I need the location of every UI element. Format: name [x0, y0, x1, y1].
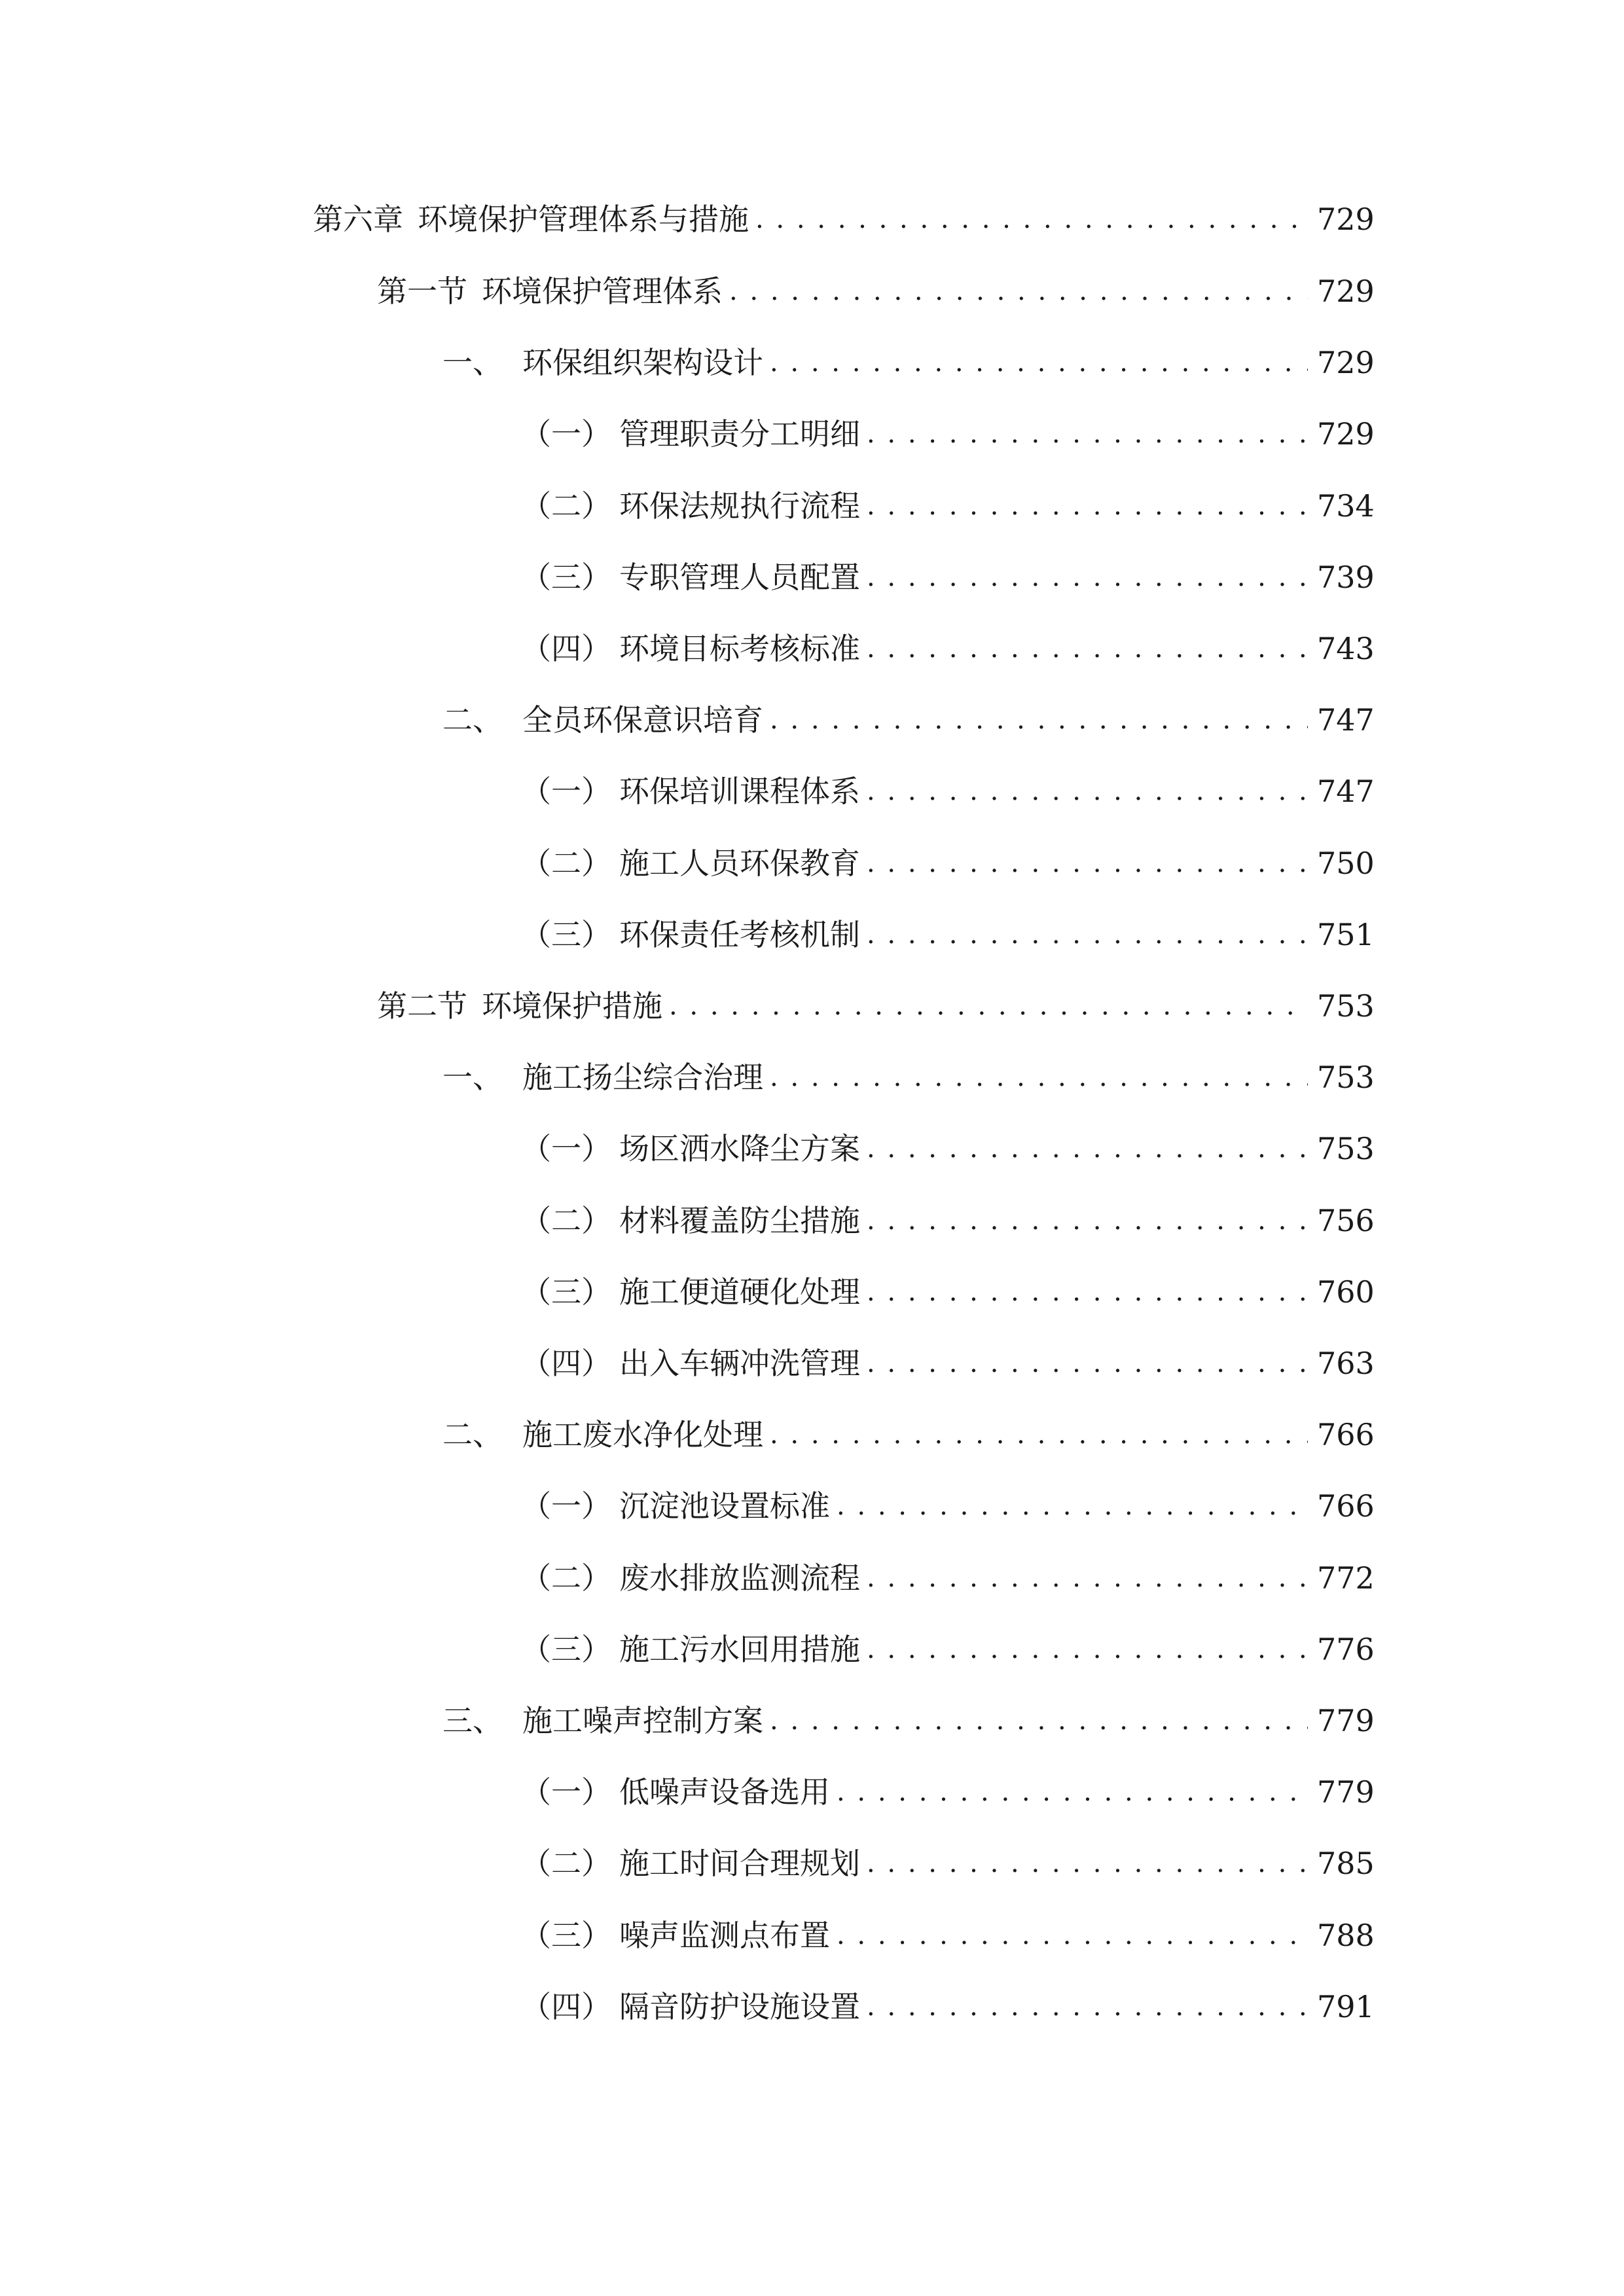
- toc-entry-title: 施工污水回用措施: [619, 1632, 860, 1667]
- toc-entry-number: 一、: [442, 1060, 503, 1095]
- toc-entry-title: 环境保护管理体系与措施: [418, 202, 749, 237]
- toc-entry-title: 施工噪声控制方案: [522, 1703, 763, 1738]
- toc-entry-item[interactable]: [521, 834, 1375, 893]
- toc-entry-number: （四）: [521, 631, 611, 666]
- toc-entry-title: 废水排放监测流程: [619, 1560, 860, 1596]
- toc-dot-leader: [770, 333, 1308, 392]
- toc-entry-number: （一）: [521, 1488, 611, 1524]
- toc-dot-leader: [669, 977, 1308, 1035]
- toc-entry-number: （一）: [521, 774, 611, 809]
- toc-dot-leader: [729, 262, 1308, 321]
- toc-entry-title: 施工人员环保教育: [619, 846, 860, 881]
- toc-entry-item[interactable]: [521, 619, 1375, 678]
- toc-entry-section[interactable]: [377, 977, 1375, 1035]
- toc-dot-leader: [867, 1263, 1308, 1321]
- toc-entry-title: 环境保护管理体系: [482, 274, 723, 309]
- toc-entry-number: （四）: [521, 1346, 611, 1381]
- toc-entry-number: （一）: [521, 1774, 611, 1810]
- toc-entry-title: 施工时间合理规划: [619, 1846, 860, 1881]
- toc-entry-title: 环保培训课程体系: [619, 774, 860, 809]
- toc-entry-number: （三）: [521, 917, 611, 952]
- toc-entry-number: （二）: [521, 1203, 611, 1238]
- toc-entry-item[interactable]: [521, 1977, 1375, 2036]
- toc-entry-subsection[interactable]: [442, 333, 1375, 392]
- toc-entry-page: 729: [1317, 416, 1375, 452]
- toc-entry-number: （二）: [521, 1846, 611, 1881]
- toc-dot-leader: [867, 1977, 1308, 2036]
- toc-dot-leader: [867, 548, 1308, 607]
- toc-entry-subsection[interactable]: [442, 1691, 1375, 1750]
- toc-entry-item[interactable]: [521, 1119, 1375, 1178]
- toc-entry-page: 788: [1317, 1918, 1375, 1953]
- toc-entry-page: 743: [1317, 631, 1375, 666]
- toc-entry-number: （三）: [521, 1918, 611, 1953]
- toc-entry-item[interactable]: [521, 1263, 1375, 1321]
- toc-entry-number: 第一节: [377, 274, 467, 309]
- toc-entry-page: 753: [1317, 988, 1375, 1024]
- toc-entry-title: 材料覆盖防尘措施: [619, 1203, 860, 1238]
- toc-entry-title: 环保责任考核机制: [619, 917, 860, 952]
- toc-entry-section[interactable]: [377, 262, 1375, 321]
- toc-entry-page: 729: [1317, 202, 1375, 237]
- toc-entry-item[interactable]: [521, 1334, 1375, 1393]
- toc-entry-title: 环保法规执行流程: [619, 488, 860, 524]
- toc-entry-number: （三）: [521, 1274, 611, 1310]
- toc-entry-number: （四）: [521, 1989, 611, 2024]
- toc-entry-number: （一）: [521, 1131, 611, 1166]
- toc-entry-item[interactable]: [521, 1191, 1375, 1250]
- toc-entry-number: 一、: [442, 345, 503, 380]
- toc-entry-item[interactable]: [521, 548, 1375, 607]
- toc-entry-title: 环境保护措施: [482, 988, 662, 1024]
- toc-entry-number: 二、: [442, 1417, 503, 1452]
- toc-entry-page: 785: [1317, 1846, 1375, 1881]
- toc-entry-page: 776: [1317, 1632, 1375, 1667]
- toc-dot-leader: [867, 404, 1308, 463]
- toc-entry-number: （三）: [521, 1632, 611, 1667]
- toc-entry-title: 全员环保意识培育: [522, 702, 763, 738]
- toc-entry-title: 隔音防护设施设置: [619, 1989, 860, 2024]
- toc-entry-item[interactable]: [521, 762, 1375, 821]
- toc-entry-number: 二、: [442, 702, 503, 738]
- toc-entry-title: 专职管理人员配置: [619, 560, 860, 595]
- toc-dot-leader: [867, 1620, 1308, 1679]
- toc-entry-item[interactable]: [521, 476, 1375, 535]
- toc-entry-title: 沉淀池设置标准: [619, 1488, 830, 1524]
- toc-entry-title: 管理职责分工明细: [619, 416, 860, 452]
- toc-entry-page: 734: [1317, 488, 1375, 524]
- toc-entry-page: 747: [1317, 702, 1375, 738]
- toc-entry-chapter[interactable]: [313, 190, 1375, 249]
- toc-dot-leader: [770, 1691, 1308, 1750]
- toc-entry-title: 施工扬尘综合治理: [522, 1060, 763, 1095]
- toc-entry-item[interactable]: [521, 905, 1375, 964]
- toc-dot-leader: [867, 834, 1308, 893]
- toc-entry-title: 低噪声设备选用: [619, 1774, 830, 1810]
- toc-entry-title: 施工便道硬化处理: [619, 1274, 860, 1310]
- toc-dot-leader: [770, 1405, 1308, 1464]
- toc-entry-number: （二）: [521, 488, 611, 524]
- toc-dot-leader: [867, 1549, 1308, 1607]
- toc-entry-number: （一）: [521, 416, 611, 452]
- toc-entry-page: 756: [1317, 1203, 1375, 1238]
- toc-entry-page: 763: [1317, 1346, 1375, 1381]
- toc-dot-leader: [867, 1834, 1308, 1893]
- toc-entry-page: 766: [1317, 1417, 1375, 1452]
- toc-entry-subsection[interactable]: [442, 691, 1375, 749]
- toc-dot-leader: [770, 1048, 1308, 1107]
- toc-entry-subsection[interactable]: [442, 1405, 1375, 1464]
- toc-entry-page: 760: [1317, 1274, 1375, 1310]
- toc-entry-item[interactable]: [521, 1906, 1375, 1965]
- toc-entry-number: （三）: [521, 560, 611, 595]
- toc-entry-title: 出入车辆冲洗管理: [619, 1346, 860, 1381]
- toc-entry-title: 环保组织架构设计: [522, 345, 763, 380]
- toc-entry-title: 施工废水净化处理: [522, 1417, 763, 1452]
- toc-entry-page: 766: [1317, 1488, 1375, 1524]
- toc-entry-item[interactable]: [521, 1477, 1375, 1535]
- toc-entry-item[interactable]: [521, 1763, 1375, 1821]
- toc-entry-page: 791: [1317, 1989, 1375, 2024]
- toc-dot-leader: [867, 1119, 1308, 1178]
- toc-dot-leader: [770, 691, 1308, 749]
- toc-entry-page: 779: [1317, 1774, 1375, 1810]
- toc-entry-page: 753: [1317, 1060, 1375, 1095]
- toc-dot-leader: [837, 1477, 1308, 1535]
- toc-dot-leader: [867, 476, 1308, 535]
- toc-dot-leader: [867, 619, 1308, 678]
- toc-dot-leader: [867, 1191, 1308, 1250]
- toc-entry-item[interactable]: [521, 1549, 1375, 1607]
- toc-dot-leader: [867, 762, 1308, 821]
- toc-entry-page: 779: [1317, 1703, 1375, 1738]
- toc-entry-page: 739: [1317, 560, 1375, 595]
- toc-dot-leader: [755, 190, 1308, 249]
- toc-entry-title: 环境目标考核标准: [619, 631, 860, 666]
- toc-dot-leader: [837, 1763, 1308, 1821]
- toc-dot-leader: [837, 1906, 1308, 1965]
- toc-entry-number: 三、: [442, 1703, 503, 1738]
- toc-entry-page: 750: [1317, 846, 1375, 881]
- toc-entry-number: （二）: [521, 846, 611, 881]
- toc-entry-title: 噪声监测点布置: [619, 1918, 830, 1953]
- toc-entry-page: 753: [1317, 1131, 1375, 1166]
- toc-entry-page: 772: [1317, 1560, 1375, 1596]
- toc-entry-page: 729: [1317, 274, 1375, 309]
- toc-dot-leader: [867, 1334, 1308, 1393]
- toc-entry-page: 751: [1317, 917, 1375, 952]
- toc-entry-subsection[interactable]: [442, 1048, 1375, 1107]
- toc-dot-leader: [867, 905, 1308, 964]
- toc-entry-item[interactable]: [521, 1834, 1375, 1893]
- toc-entry-page: 729: [1317, 345, 1375, 380]
- toc-entry-title: 场区洒水降尘方案: [619, 1131, 860, 1166]
- toc-entry-item[interactable]: [521, 404, 1375, 463]
- toc-entry-item[interactable]: [521, 1620, 1375, 1679]
- toc-entry-number: （二）: [521, 1560, 611, 1596]
- toc-entry-page: 747: [1317, 774, 1375, 809]
- toc-entry-number: 第六章: [313, 202, 403, 237]
- toc-entry-number: 第二节: [377, 988, 467, 1024]
